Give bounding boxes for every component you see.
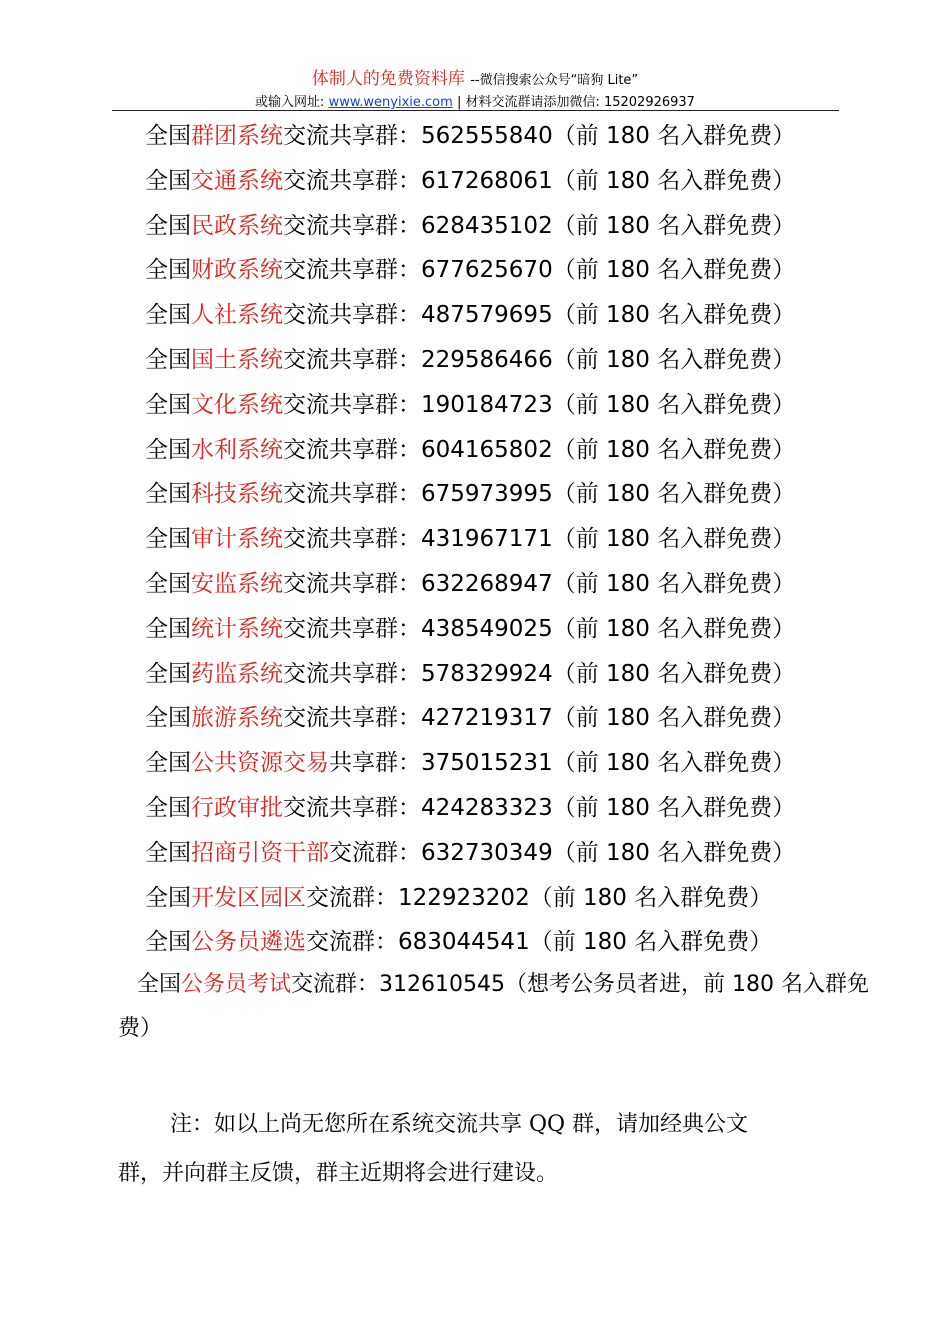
group-label: 交流共享群： bbox=[283, 660, 421, 687]
group-prefix: 全国 bbox=[145, 571, 191, 597]
group-label: 共享群： bbox=[329, 750, 421, 777]
group-label: 交流共享群： bbox=[283, 302, 421, 329]
group-note: （前 180 名入群免费） bbox=[552, 571, 796, 597]
note-line-2: 群，并向群主反馈，群主近期将会进行建设。 bbox=[118, 1161, 559, 1186]
group-note: （前 180 名入群免费） bbox=[552, 750, 796, 777]
group-note: （前 180 名入群免费） bbox=[552, 795, 796, 821]
group-system-name: 群团系统 bbox=[191, 123, 283, 149]
group-prefix: 全国 bbox=[145, 123, 191, 149]
group-prefix: 全国 bbox=[145, 526, 191, 553]
group-prefix: 全国 bbox=[145, 302, 191, 329]
group-number: 431967171 bbox=[421, 526, 553, 553]
group-prefix: 全国 bbox=[145, 660, 191, 687]
group-note: （前 180 名入群免费） bbox=[552, 526, 796, 553]
group-row bbox=[145, 568, 795, 600]
group-label: 交流共享群： bbox=[283, 705, 421, 732]
group-note: （前 180 名入群免费） bbox=[552, 436, 796, 463]
group-row bbox=[145, 165, 795, 197]
group-system-name: 开发区园区 bbox=[191, 884, 306, 911]
group-note: （前 180 名入群免费） bbox=[529, 929, 773, 956]
site-suffix: | 材料交流群请添加微信: 15202926937 bbox=[456, 95, 695, 110]
header-title-line bbox=[0, 68, 950, 92]
group-system-name: 财政系统 bbox=[191, 257, 283, 284]
group-system-name: 国土系统 bbox=[191, 347, 283, 373]
group-row bbox=[145, 434, 795, 466]
group-prefix: 全国 bbox=[145, 212, 191, 239]
group-number: 122923202 bbox=[398, 884, 530, 911]
group-number: 677625670 bbox=[421, 257, 553, 284]
group-label: 交流共享群： bbox=[283, 212, 421, 239]
group-note: （前 180 名入群免费） bbox=[552, 660, 796, 687]
group-row bbox=[145, 792, 795, 824]
group-label: 交流共享群： bbox=[283, 391, 421, 418]
group-prefix: 全国 bbox=[145, 839, 191, 866]
group-system-name: 旅游系统 bbox=[191, 705, 283, 732]
group-label: 交流共享群： bbox=[283, 526, 421, 553]
group-prefix: 全国 bbox=[137, 972, 182, 997]
group-prefix: 全国 bbox=[145, 884, 191, 911]
brand-title: 体制人的免费资料库 bbox=[311, 69, 465, 89]
page-header bbox=[0, 68, 950, 112]
group-system-name: 公共资源交易 bbox=[191, 750, 329, 777]
group-note: （前 180 名入群免费） bbox=[552, 615, 796, 642]
group-note: （想考公务员者进，前 180 名入群免 bbox=[505, 972, 870, 997]
group-system-name: 科技系统 bbox=[191, 481, 283, 508]
group-label: 交流共享群： bbox=[283, 615, 421, 642]
group-label: 交流群： bbox=[329, 839, 421, 866]
group-row bbox=[145, 702, 795, 734]
group-note: （前 180 名入群免费） bbox=[552, 257, 796, 284]
group-row bbox=[145, 523, 795, 555]
group-row bbox=[145, 478, 795, 510]
group-note: （前 180 名入群免费） bbox=[552, 212, 796, 239]
group-prefix: 全国 bbox=[145, 481, 191, 508]
group-system-name: 公务员考试 bbox=[181, 972, 292, 997]
group-system-name: 行政审批 bbox=[191, 795, 283, 821]
group-number: 628435102 bbox=[421, 212, 553, 239]
group-row bbox=[145, 747, 795, 779]
group-number: 632268947 bbox=[421, 571, 553, 597]
group-note: （前 180 名入群免费） bbox=[552, 123, 796, 149]
group-row bbox=[145, 926, 772, 958]
group-row bbox=[145, 613, 795, 645]
group-label: 交流共享群： bbox=[283, 795, 421, 821]
group-label: 交流群： bbox=[306, 929, 398, 956]
group-system-name: 文化系统 bbox=[191, 391, 283, 418]
group-system-name: 公务员遴选 bbox=[191, 929, 306, 956]
group-note: （前 180 名入群免费） bbox=[552, 167, 796, 194]
group-row bbox=[145, 299, 795, 331]
group-label: 交流共享群： bbox=[283, 481, 421, 508]
group-prefix: 全国 bbox=[145, 167, 191, 194]
group-note: （前 180 名入群免费） bbox=[552, 347, 796, 373]
group-prefix: 全国 bbox=[145, 391, 191, 418]
group-number: 229586466 bbox=[421, 347, 553, 373]
group-row bbox=[145, 658, 795, 690]
footer-note bbox=[118, 1100, 838, 1198]
group-prefix: 全国 bbox=[145, 795, 191, 821]
group-label: 交流共享群： bbox=[283, 436, 421, 463]
group-number: 375015231 bbox=[421, 750, 553, 777]
group-row bbox=[145, 120, 795, 152]
group-system-name: 药监系统 bbox=[191, 660, 283, 687]
group-number: 562555840 bbox=[421, 123, 553, 149]
group-number: 427219317 bbox=[421, 705, 553, 732]
group-row-last bbox=[137, 969, 869, 1001]
group-row-last-wrap: 费） bbox=[118, 1016, 163, 1041]
group-system-name: 水利系统 bbox=[191, 436, 283, 463]
group-number: 312610545 bbox=[379, 972, 506, 997]
group-system-name: 人社系统 bbox=[191, 302, 283, 329]
group-number: 683044541 bbox=[398, 929, 530, 956]
group-number: 604165802 bbox=[421, 436, 553, 463]
site-link[interactable]: www.wenyixie.com bbox=[328, 95, 453, 110]
group-number: 675973995 bbox=[421, 481, 553, 508]
group-system-name: 交通系统 bbox=[191, 167, 283, 194]
group-number: 487579695 bbox=[421, 302, 553, 329]
group-label: 交流共享群： bbox=[283, 123, 421, 149]
group-prefix: 全国 bbox=[145, 436, 191, 463]
header-tagline: --微信搜索公众号“暗狗 Lite” bbox=[470, 73, 639, 88]
group-system-name: 审计系统 bbox=[191, 526, 283, 553]
group-row bbox=[145, 389, 795, 421]
group-prefix: 全国 bbox=[145, 705, 191, 732]
group-label: 交流共享群： bbox=[283, 257, 421, 284]
group-system-name: 安监系统 bbox=[191, 571, 283, 597]
site-prefix: 或输入网址: bbox=[255, 95, 325, 110]
note-text-1: 注：如以上尚无您所在系统交流共享 QQ 群，请加经典公文 bbox=[170, 1112, 749, 1137]
note-line-1 bbox=[118, 1100, 838, 1149]
group-prefix: 全国 bbox=[145, 615, 191, 642]
group-note: （前 180 名入群免费） bbox=[529, 884, 773, 911]
group-prefix: 全国 bbox=[145, 929, 191, 956]
group-prefix: 全国 bbox=[145, 750, 191, 777]
group-prefix: 全国 bbox=[145, 257, 191, 284]
group-label: 交流共享群： bbox=[283, 571, 421, 597]
group-row bbox=[145, 254, 795, 286]
group-note: （前 180 名入群免费） bbox=[552, 705, 796, 732]
group-row bbox=[145, 837, 795, 869]
group-label: 交流共享群： bbox=[283, 347, 421, 373]
group-number: 424283323 bbox=[421, 795, 553, 821]
group-note: （前 180 名入群免费） bbox=[552, 302, 796, 329]
group-number: 438549025 bbox=[421, 615, 553, 642]
group-system-name: 招商引资干部 bbox=[191, 839, 329, 866]
group-label: 交流共享群： bbox=[283, 167, 421, 194]
group-row bbox=[145, 882, 772, 914]
group-number: 632730349 bbox=[421, 839, 553, 866]
group-note: （前 180 名入群免费） bbox=[552, 481, 796, 508]
group-row bbox=[145, 344, 795, 376]
header-divider bbox=[112, 110, 839, 111]
group-label: 交流群： bbox=[306, 884, 398, 911]
group-prefix: 全国 bbox=[145, 347, 191, 373]
group-number: 578329924 bbox=[421, 660, 553, 687]
group-number: 617268061 bbox=[421, 167, 553, 194]
group-label: 交流群： bbox=[291, 972, 380, 997]
group-system-name: 统计系统 bbox=[191, 615, 283, 642]
group-note: （前 180 名入群免费） bbox=[552, 839, 796, 866]
group-system-name: 民政系统 bbox=[191, 212, 283, 239]
group-number: 190184723 bbox=[421, 391, 553, 418]
group-row bbox=[145, 210, 795, 242]
group-note: （前 180 名入群免费） bbox=[552, 391, 796, 418]
